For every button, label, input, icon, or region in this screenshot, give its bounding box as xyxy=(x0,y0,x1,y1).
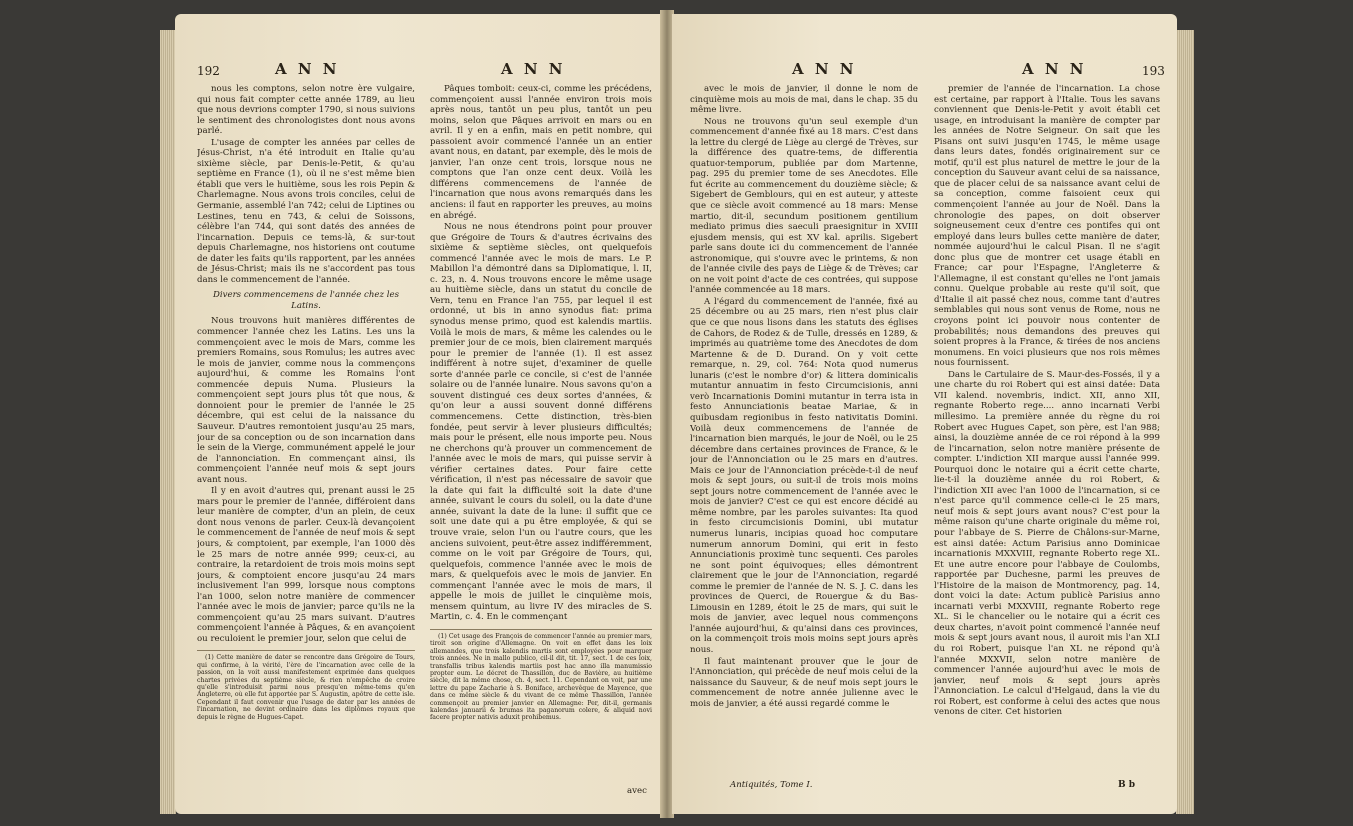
left-page-column-2 xyxy=(430,84,652,784)
paragraph: Nous trouvons huit manières différentes de commencer l'année chez les Latins. Les uns la commençoient avec le mois de Mars, comme les premiers Romains, sous Romulus; les autres avec le mois de janvier, comme nous la commençons aujourd'hui, & comme les Romains l'ont commencée depuis Numa. Plusieurs la commençoient sept jours plus tôt que nous, & donnoient pour le premier de l'année le 25 décembre, qui est celui de la naissance du Sauveur. D'autres remontoient jusqu'au 25 mars, jour de sa conception ou de son incarnation dans le sein de la Vierge, communément appelé le jour de l'annonciation. En commençant ainsi, ils commençoient l'année neuf mois & sept jours avant nous. xyxy=(197,316,415,485)
running-head: A N N xyxy=(501,60,566,78)
paragraph: Il faut maintenant prouver que le jour de l'Annonciation, qui précède de neuf mois celui de la naissance du Sauveur, & de neuf mois sept jours le commencement de notre année julienne avec le mois de janvier, a été aussi regardé comme le xyxy=(690,656,918,709)
running-head: A N N xyxy=(275,60,340,78)
right-page-column-1 xyxy=(690,84,918,774)
running-head: A N N xyxy=(792,60,857,78)
paragraph: L'usage de compter les années par celles de Jésus-Christ, n'a été introduit en Italie qu'au sixième siècle, par Denis-le-Petit, & qu'au septième en France (1), où il ne s'est même bien établi que vers le huitième, sous les rois Pepin & Charlemagne. Nous avons trois conciles, celui de Germanie, assemblé l'an 742; celui de Liptines ou Lestines, tenu en 743, & celui de Soissons, célèbre l'an 744, qui sont datés des années de l'incarnation. Depuis ce tems-là, & sur-tout depuis Charlemagne, nos historiens ont coutume de dater les faits qu'ils rapportent, par les années de Jésus-Christ; mais ils ne s'accordent pas tous dans le commencement de l'année. xyxy=(197,137,415,285)
left-page-column-1 xyxy=(197,84,415,796)
paragraph: premier de l'année de l'incarnation. La chose est certaine, par rapport à l'Italie. Tous les savans conviennent que Denis-le-Petit y avoit établi cet usage, en introduisant la manière de compter par les années de Notre Seigneur. On sait que les Pisans ont suivi jusqu'en 1745, le même usage dans leurs dates, fondés originairement sur ce motif, qu'il est plus naturel de mettre le jour de la conception du Sauveur avant celui de sa naissance, que de placer celui de sa naissance avant celui de sa conception, comme faisoient ceux qui commençoient l'année au jour de Noël. Dans la chronologie des papes, on doit observer soigneusement ceux d'entre ces pontifes qui ont employé dans leurs bulles cette manière de dater, nommée aujourd'hui le calcul Pisan. Il ne s'agit donc plus que de montrer cet usage établi en France; car pour l'Espagne, l'Angleterre & l'Allemagne, il est constant qu'elles ne l'ont jamais connu. Quelque probable au reste qu'il soit, que d'Italie il ait passé chez nous, comme tant d'autres semblables qui nous sont venus de Rome, nous ne croyons point ici pouvoir nous contenter de probabilités; nous demandons des preuves qui soient propres à la France, & tirées de nos anciens monumens. En voici plusieurs que nos rois mêmes nous fournissent. xyxy=(934,84,1160,369)
footnote xyxy=(197,650,415,721)
signature-mark: B b xyxy=(1118,780,1136,790)
footnote-text: (1) Cette manière de dater se rencontre dans Grégoire de Tours, qui confirme, à la vérité, l'ère de l'incarnation avec celle de la passion, on la voit aussi manifestement exprimée dans quelques chartes privées du septième siècle, & rien n'empêche de croire qu'elle s'introduisit parmi nous presqu'en même-tems qu'en Angleterre, où elle fut apportée par S. Augustin, apôtre de cette isle. Cependant il faut convenir que l'usage de dater par les années de l'incarnation, ne devint ordinaire dans les diplômes royaux que depuis le règne de Hugues-Capet. xyxy=(197,654,415,721)
left-page-edges xyxy=(160,30,176,814)
right-page-column-2 xyxy=(934,84,1160,774)
right-page xyxy=(672,14,1177,814)
section-heading: Divers commencemens de l'année chez les Latins. xyxy=(212,290,399,311)
paragraph: Pâques tomboit: ceux-ci, comme les précédens, commençoient aussi l'année environ trois mois après nous, tantôt un peu plus, tantôt un peu moins, selon que Pâques arrivoit en mars ou en avril. Il y en a enfin, mais en petit nombre, qui passoient avoir commencé l'année un an entier avant nous, en datant, par exemple, dès le mois de janvier, l'an onze cent trois, lorsque nous ne comptons que l'an onze cent deux. Voilà les différens commencemens de l'année de l'incarnation que nous avons remarqués dans les anciens: il faut en rapporter les preuves, au moins en abrégé. xyxy=(430,84,652,221)
left-page xyxy=(175,14,663,814)
footnote-text: (1) Cet usage des François de commencer l'année au premier mars, tiroit son origine d'Allemagne. On voit en effet dans les loix allemandes, que trois kalendis martis sont employées pour marquer trois années. Ne in mallo publico, cil-il dit, tit. 17, sect. 1 de ces loix, transfallis tribus kalendis martiis post hac anno illa manumissio propter eum. Le décret de Thassillon, duc de Bavière, au huitième siècle, dit la même chose, ch. 4, sect. 11. Cependant on voit, par une lettre du pape Zacharie à S. Boniface, archevêque de Mayence, que dans ce même siècle & du vivant de ce même Thassillon, l'année commençoit au premier janvier en Allemagne: Per, dit-il, germanis kalendas januarii & brumas ita paganorum colere, & aliquid novi facere propter nativis aduxit prohibemus. xyxy=(430,632,652,722)
paragraph: Nous ne nous étendrons point pour prouver que Grégoire de Tours & d'autres écrivains des sixième & septième siècles, ont quelquefois commencé l'année avec le mois de mars. Le P. Mabillon l'a démontré dans sa Diplomatique, l. II, c. 23, n. 4. Nous trouvons encore le même usage au huitième siècle, dans un statut du concile de Vern, tenu en France l'an 755, par lequel il est ordonné, ut bis in anno synodus fiat: prima synodus mense primo, quod est kalendis martiis. Voilà le mois de mars, & même les calendes ou le premier jour de ce mois, bien clairement marqués pour le premier de l'année (1). Il est assez indifférent à notre sujet, d'examiner de quelle sorte d'année parle ce concile, si c'est de l'année solaire ou de l'année lunaire. Nous savons qu'on a souvent distingué ces deux sortes d'années, & qu'on leur a aussi souvent donné différens commencemens. Cette distinction, très-bien fondée, peut servir à lever plusieurs difficultés; mais pour le présent, elle nous importe peu. Nous ne cherchons qu'à prouver un commencement de l'année avec le mois de mars, qui puisse servir à vérifier certaines dates. Pour faire cette vérification, il n'est pas nécessaire de savoir que la date qui fait la difficulté soit la date d'une année, suivant le cours du soleil, ou la date d'une année, suivant la date de la lune: il suffit que ce soit une date qui a pu être employée, & qui se trouve vraie, selon l'un ou l'autre cours, que les anciens suivoient, peut-être assez indifféremment, comme on le voit par Grégoire de Tours, qui, quelquefois, commence l'année avec le mois de mars, & quelquefois avec le mois de janvier. En commençant l'année avec le mois de mars, il appelle le mois de juillet le cinquième mois, mensem quintum, au livre IV des miracles de S. Martin, c. 4. En le commençant xyxy=(430,222,652,623)
volume-footer: Antiquités, Tome I. xyxy=(730,780,813,790)
page-number: 193 xyxy=(1142,64,1165,78)
paragraph: nous les comptons, selon notre ère vulgaire, qui nous fait compter cette année 1789, au lieu que nous devrions compter 1790, si nous suivions le sentiment des chronologistes dont nous avons parlé. xyxy=(197,84,415,137)
catchword: avec xyxy=(627,786,647,796)
page-number: 192 xyxy=(197,64,220,78)
paragraph: Nous ne trouvons qu'un seul exemple d'un commencement d'année fixé au 18 mars. C'est dans la lettre du clergé de Liège au clergé de Trèves, sur la différence des quatre-tems, de differentia quatuor-temporum, publiée par dom Martenne, pag. 295 du premier tome de ses Anecdotes. Elle fut écrite au commencement du douzième siècle; & Sigebert de Gemblours, qui en est auteur, y atteste que ce siècle avoit commencé au 18 mars: Mense martio, dit-il, secundum positionem gentilium mediato primus dies saeculi praesignitur in XVIII ejusdem mensis, qui est XV kal. aprilis. Sigebert parle sans doute ici du commencement de l'année astronomique, qui s'ouvre avec le printems, & non de l'année civile des pays de Liège & de Trèves; car on ne voit point d'acte de ces contrées, qui suppose l'année commencée au 18 mars. xyxy=(690,116,918,296)
right-page-edges xyxy=(1176,30,1194,814)
paragraph: A l'égard du commencement de l'année, fixé au 25 décembre ou au 25 mars, rien n'est plus clair que ce que nous lisons dans les statuts des églises de Cahors, de Rodez & de Tulle, dressés en 1289, & imprimés au quatrième tome des Anecdotes de dom Martenne & de D. Durand. On y voit cette remarque, n. 29, col. 764: Nota quod numerus lunaris (c'est le nombre d'or) & littera dominicalis mutantur annuatim in festo Circumcisionis, anni verò Incarnationis Domini mutantur in terra ista in festo Annunciationis beatae Mariae, & in quibusdam regionibus in festo nativitatis Domini. Voilà deux commencemens de l'année de l'incarnation bien marqués, le jour de Noël, ou le 25 décembre dans certaines provinces de France, & le jour de l'Annonciation ou le 25 mars en d'autres. Mais ce jour de l'Annonciation précède-t-il de neuf mois & sept jours, ou suit-il de trois mois moins sept jours notre commencement de l'année avec le mois de janvier? C'est ce qui est encore décidé au même nombre, par les paroles suivantes: Ita quod in festo circumcisionis Domini, ubi mutatur numerus lunaris, incipias quoad hoc computare numerum annorum Domini, qui erit in festo Annunciationis proximè tunc sequenti. Ces paroles ne sont point équivoques; elles démontrent clairement que le jour de l'Annonciation, regardé comme le premier de l'année de N. S. J. C. dans les provinces de Querci, de Rouergue & du Bas-Limousin en 1289, étoit le 25 de mars, qui suit le mois de janvier, avec lequel nous commençons l'année aujourd'hui, & qu'ainsi dans ces provinces, on la commençoit trois mois moins sept jours après nous. xyxy=(690,296,918,655)
paragraph: avec le mois de janvier, il donne le nom de cinquième mois au mois de mai, dans le chap. 35 du même livre. xyxy=(690,84,918,116)
paragraph: Dans le Cartulaire de S. Maur-des-Fossés, il y a une charte du roi Robert qui est ainsi datée: Data VII kalend. novembris, indict. XII, anno XII, regnante Roberto rege.... anno incarnati Verbi millesimo. La première année du règne du roi Robert avec Hugues Capet, son père, est l'an 988; ainsi, la douzième année de ce roi répond à la 999 de l'incarnation, selon notre manière présente de compter. L'indiction XII marque aussi l'année 999. Pourquoi donc le notaire qui a écrit cette charte, lie-t-il la douzième année du roi Robert, & l'indiction XII avec l'an 1000 de l'incarnation, si ce n'est parce qu'il commence celle-ci le 25 mars, neuf mois & sept jours avant nous? C'est pour la même raison qu'une charte originale du même roi, pour l'abbaye de S. Pierre de Châlons-sur-Marne, est ainsi datée: Actum Parisius anno Dominicae incarnationis MXXVIII, regnante Roberto rege XL. Et une autre encore pour l'abbaye de Coulombs, rapportée par Duchesne, parmi les preuves de l'Histoire de la maison de Montmorency, pag. 14, dont voici la date: Actum publicè Parisius anno incarnati verbi MXXVIII, regnante Roberto rege XL. Si le chancelier ou le notaire qui a écrit ces deux chartes, n'avoit point commencé l'année neuf mois & sept jours avant nous, il auroit mis l'an XLI du roi Robert, puisque l'an XL ne répond qu'à l'année MXXVII, selon notre manière de commencer l'année aujourd'hui avec le mois de janvier, neuf mois & sept jours après l'Annonciation. Le calcul d'Helgaud, dans la vie du roi Robert, est conforme à celui des actes que nous venons de citer. Cet historien xyxy=(934,369,1160,718)
footnote xyxy=(430,629,652,722)
running-head: A N N xyxy=(1022,60,1087,78)
paragraph: Il y en avoit d'autres qui, prenant aussi le 25 mars pour le premier de l'année, différoient dans leur manière de compter, d'un an plein, de ceux dont nous venons de parler. Ceux-là devançoient le commencement de l'année de neuf mois & sept jours, & comptoient, par exemple, l'an 1000 dès le 25 mars de notre année 999; ceux-ci, au contraire, la retardoient de trois mois moins sept jours, & comptoient encore jusqu'au 24 mars inclusivement l'an 999, lorsque nous comptons l'an 1000, selon notre manière de commencer l'année avec le mois de janvier; parce qu'ils ne la commençoient qu'au 25 mars suivant. D'autres commençoient l'année à Pâques, & en avançoient ou reculoient le premier jour, selon que celui de xyxy=(197,486,415,644)
